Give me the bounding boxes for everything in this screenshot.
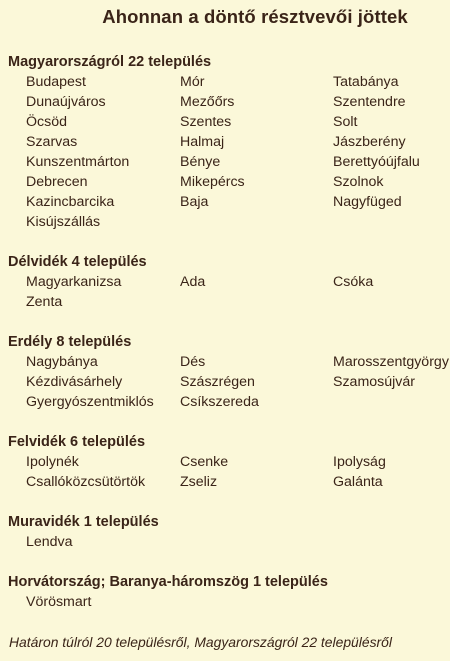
town-name: Szolnok [333,174,384,190]
town-name: Baja [180,194,209,210]
town-name: Csallóközcsütörtök [26,474,146,490]
page-title: Ahonnan a döntő résztvevői jöttek [102,6,408,27]
region-section [8,252,448,312]
town-name: Csenke [180,454,229,470]
region-heading: Magyarországról 22 település [8,54,212,70]
town-name: Ipolynék [26,454,79,470]
region-heading: Horvátország; Baranya-háromszög 1 település [8,574,328,590]
town-name: Kazincbarcika [26,194,115,210]
region-section [8,52,448,232]
town-name: Dunaújváros [26,94,106,110]
town-name: Nagyfüged [333,194,402,210]
town-name: Szarvas [26,134,78,150]
town-name: Budapest [26,74,86,90]
town-name: Szászrégen [180,374,255,390]
town-name: Magyarkanizsa [26,274,122,290]
region-section [8,512,448,552]
region-list [8,52,448,632]
town-name: Solt [333,114,358,130]
town-grid [8,592,448,612]
region-heading: Délvidék 4 település [8,254,147,270]
town-name: Bénye [180,154,221,170]
town-name: Lendva [26,534,73,550]
town-name: Ada [180,274,206,290]
town-grid [8,532,448,552]
town-name: Tatabánya [333,74,399,90]
town-name: Öcsöd [26,114,68,130]
town-name: Zseliz [180,474,218,490]
town-name: Csóka [333,274,374,290]
town-name: Kunszentmárton [26,154,130,170]
town-name: Ipolyság [333,454,386,470]
town-grid [8,272,448,312]
town-name: Mikepércs [180,174,245,190]
town-name: Debrecen [26,174,88,190]
town-name: Nagybánya [26,354,98,370]
town-name: Berettyóújfalu [333,154,420,170]
region-section [8,432,448,492]
town-name: Zenta [26,294,63,310]
town-name: Vörösmart [26,594,92,610]
town-name: Szentes [180,114,232,130]
town-name: Kézdivásárhely [26,374,123,390]
town-grid [8,352,448,412]
town-name: Kisújszállás [26,214,101,230]
town-name: Szentendre [333,94,406,110]
town-name: Gyergyószentmiklós [26,394,154,410]
region-heading: Felvidék 6 település [8,434,146,450]
region-section [8,572,448,612]
town-grid [8,72,448,232]
town-name: Halmaj [180,134,225,150]
region-heading: Erdély 8 település [8,334,132,350]
town-name: Dés [180,354,206,370]
town-name: Mór [180,74,205,90]
town-grid [8,452,448,492]
town-name: Csíkszereda [180,394,259,410]
region-heading: Muravidék 1 település [8,514,159,530]
region-section [8,332,448,412]
town-name: Szamosújvár [333,374,416,390]
town-name: Jászberény [333,134,406,150]
town-name: Galánta [333,474,383,490]
town-name: Mezőőrs [180,94,235,110]
summary-note: Határon túlról 20 településről, Magyarországról 22 településről [9,634,392,650]
town-name: Marosszentgyörgy [333,354,449,370]
